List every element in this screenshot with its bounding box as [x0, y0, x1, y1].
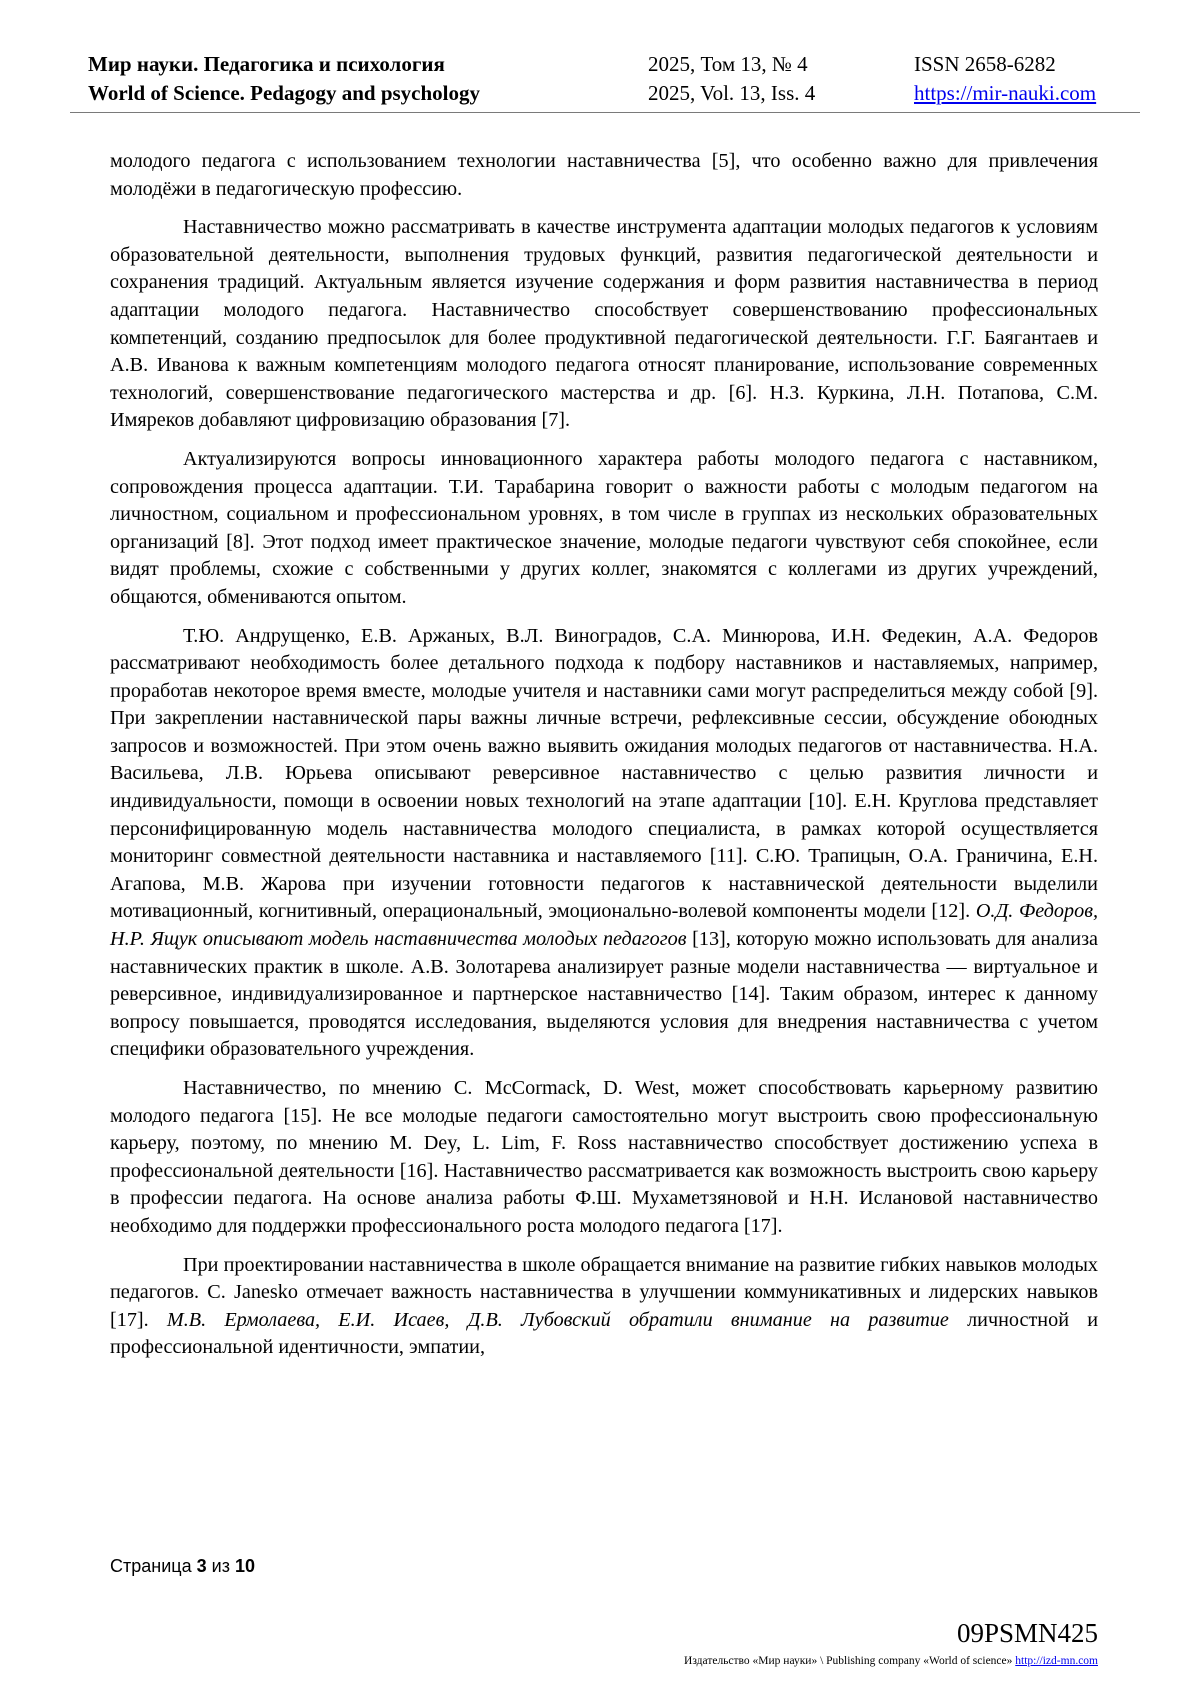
paragraph-mentor-selection — [110, 623, 1098, 1065]
paragraph-mentor-selection-text-end: [13], которую можно использовать для анализа наставнических практик в школе. А.В. Золотарева анализирует разные модели наставничества — виртуальное и реверсивное, индивидуализированное и партнерское наставничество [14]. Таким образом, интерес к данному вопросу повышается, проводятся исследования, выделяются условия для внедрения наставничества с учетом специфики образовательного учреждения. — [110, 928, 1098, 1061]
page-label: Страница — [110, 1556, 192, 1576]
page-header — [70, 50, 1140, 113]
publisher-line — [684, 1655, 1098, 1667]
page-current: 3 — [196, 1556, 207, 1576]
issue-info-ru: 2025, Том 13, № 4 — [648, 52, 808, 76]
page-number — [110, 1556, 255, 1577]
page-total: 10 — [234, 1556, 255, 1576]
publisher-url-link[interactable]: http://izd-mn.com — [1015, 1655, 1098, 1667]
italic-citation-ermolaeva: М.В. Ермолаева, Е.И. Исаев, Д.В. Лубовский обратили внимание на развитие — [166, 1308, 949, 1331]
journal-url-link[interactable]: https://mir-nauki.com — [914, 81, 1097, 105]
issue-info-block — [648, 50, 815, 108]
paragraph-soft-skills — [110, 1252, 1098, 1362]
article-body — [110, 148, 1098, 1373]
paragraph-innovation-questions: Актуализируются вопросы инновационного характера работы молодого педагога с наставником, сопровождения процесса адаптации. Т.И. Тарабарина говорит о важности работы с молодым педагогом на личностном, социальном и профессиональном уровнях, в том числе в группах из нескольких образовательных организаций [8]. Этот подход имеет практическое значение, молодые педагоги чувствуют себя спокойнее, если видят проблемы, схожие с собственными у других коллег, знакомятся с коллегами из других учреждений, общаются, обмениваются опытом. — [110, 447, 1098, 608]
journal-title-en: World of Science. Pedagogy and psychology — [88, 81, 481, 105]
page-of: из — [211, 1556, 230, 1576]
paragraph-career-development: Наставничество, по мнению C. McCormack, D. West, может способствовать карьерному развитию молодого педагога [15]. Не все молодые педагоги самостоятельно могут выстроить свою профессиональную карьеру, поэтому, по мнению M. Dey, L. Lim, F. Ross наставничество способствует достижению успеха в профессиональной деятельности [16]. Наставничество рассматривается как возможность выстроить свою карьеру в профессии педагога. На основе анализа работы Ф.Ш. Мухаметзяновой и Н.Н. Ислановой наставничество необходимо для поддержки профессионального роста молодого педагога [17]. — [110, 1077, 1098, 1237]
issn-number: ISSN 2658-6282 — [914, 52, 1056, 76]
issue-info-en: 2025, Vol. 13, Iss. 4 — [648, 81, 816, 105]
article-code: 09PSMN425 — [956, 1618, 1098, 1648]
journal-title-block — [88, 50, 480, 108]
issn-block — [914, 50, 1096, 108]
paragraph-mentor-selection-text: Т.Ю. Андрущенко, Е.В. Аржаных, В.Л. Виноградов, С.А. Минюрова, И.Н. Федекин, А.А. Федоров рассматривают необходимость более детального подхода к подбору наставников и наставляемых, например, проработав некоторое время вместе, молодые учителя и наставники сами могут распределиться между собой [9]. При закреплении наставнической пары важны личные встречи, рефлексивные сессии, обсуждение обоюдных запросов и возможностей. При этом очень важно выявить ожидания молодых педагогов от наставничества. Н.А. Васильева, Л.В. Юрьева описывают реверсивное наставничество с целью развития личности и индивидуальности, помощи в освоении новых технологий на этапе адаптации [10]. Е.Н. Круглова представляет персонифицированную модель наставничества молодого специалиста, в рамках которой осуществляется мониторинг совместной деятельности наставника и наставляемого [11]. С.Ю. Трапицын, О.А. Граничина, Е.Н. Агапова, М.В. Жарова при изучении готовности педагогов к наставнической деятельности выделили мотивационный, когнитивный, операциональный, эмоционально-волевой компоненты модели [12]. — [110, 624, 1098, 923]
publisher-text: Издательство «Мир науки» \ Publishing company «World of science» — [684, 1655, 1013, 1667]
paragraph-mentoring-adaptation: Наставничество можно рассматривать в качестве инструмента адаптации молодых педагогов к условиям образовательной деятельности, выполнения трудовых функций, развития педагогической деятельности и сохранения традиций. Актуальным является изучение содержания и форм развития наставничества в период адаптации молодого педагога. Наставничество способствует совершенствованию профессиональных компетенций, созданию предпосылок для более продуктивной педагогической деятельности. Г.Г. Баягантаев и А.В. Иванова к важным компетенциям молодого педагога относят планирование, использование современных технологий, совершенствование педагогического мастерства и др. [6]. Н.З. Куркина, Л.Н. Потапова, С.М. Имяреков добавляют цифровизацию образования [7]. — [110, 216, 1098, 432]
italic-citation-fedorov: О.Д. Федоров, Н.Р. Ящук описывают модель наставничества молодых педагогов — [110, 900, 1099, 951]
paragraph-soft-skills-text-end: личностной и профессиональной идентичности, эмпатии, — [110, 1308, 1099, 1359]
paragraph-soft-skills-text: При проектировании наставничества в школе обращается внимание на развитие гибких навыков молодых педагогов. C. Janesko отмечает важность наставничества в улучшении коммуникативных и лидерских навыков [17]. — [110, 1253, 1098, 1331]
paragraph-continuation: молодого педагога с использованием технологии наставничества [5], что особенно важно для привлечения молодёжи в педагогическую профессию. — [110, 150, 1098, 200]
journal-title-ru: Мир науки. Педагогика и психология — [88, 52, 445, 76]
